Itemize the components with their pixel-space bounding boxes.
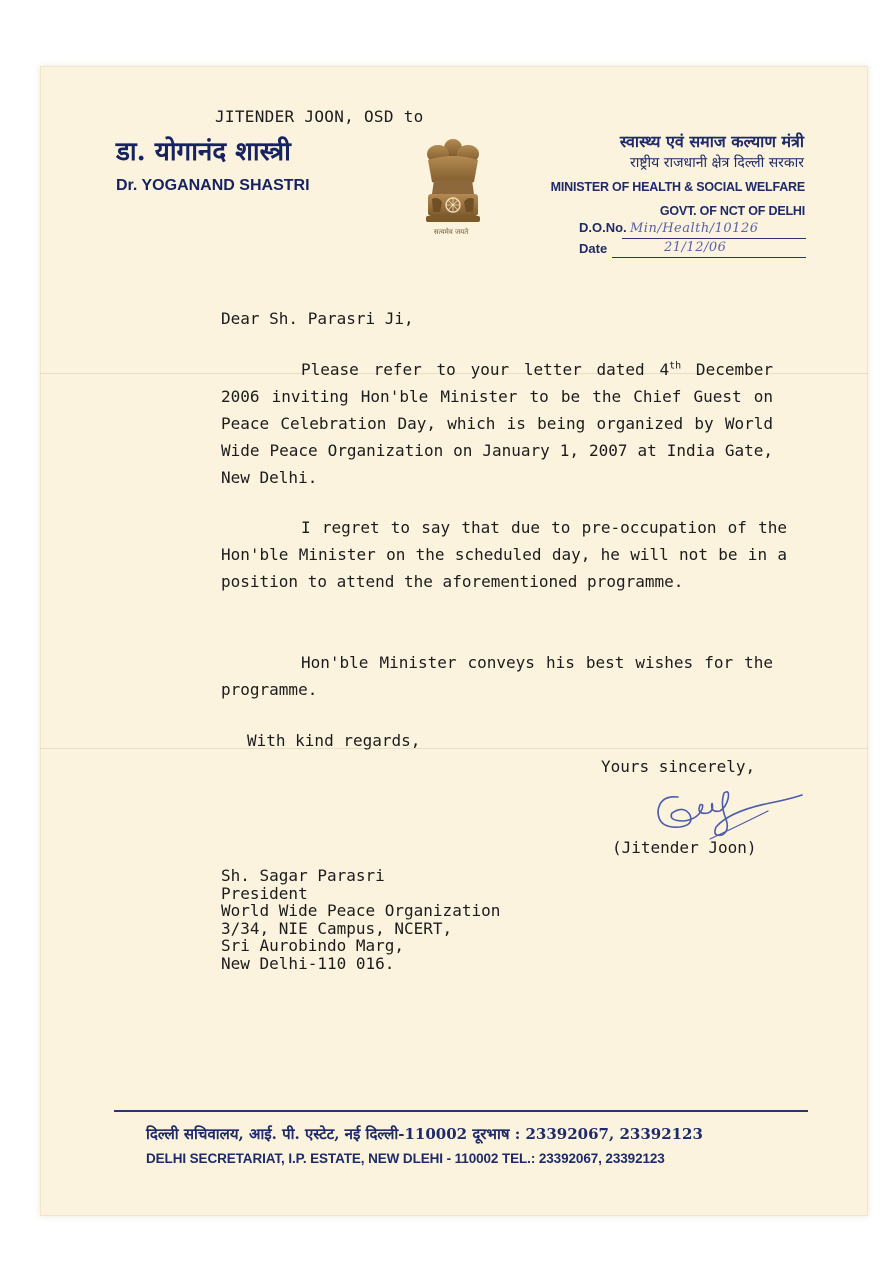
signature-icon	[650, 775, 810, 845]
recipient-address-line: 3/34, NIE Campus, NCERT,	[221, 918, 453, 938]
paragraph-3-text: Hon'ble Minister conveys his best wishes for the programme.	[221, 653, 773, 699]
name-english: Dr. YOGANAND SHASTRI	[116, 177, 310, 194]
recipient-address-line: Sri Aurobindo Marg,	[221, 936, 405, 955]
do-number-label: D.O.No.	[579, 220, 627, 235]
letter-paragraph-1	[221, 356, 773, 491]
date-label: Date	[579, 241, 608, 256]
letter-paragraph-3	[221, 649, 773, 703]
ashoka-emblem-icon	[414, 134, 492, 240]
minister-title-english: MINISTER OF HEALTH & SOCIAL WELFARE	[550, 180, 805, 194]
emblem-motto: सत्यमेव जयते	[433, 228, 469, 236]
osd-line: JITENDER JOON, OSD to	[215, 107, 424, 126]
recipient-designation: President	[221, 883, 308, 903]
sign-off: Yours sincerely,	[601, 757, 756, 776]
paragraph-2-text: I regret to say that due to pre-occupation of the Hon'ble Minister on the scheduled day, he will not be in a position to attend the aforementioned programme.	[221, 518, 787, 591]
paper-fold	[40, 748, 868, 749]
ordinal-suffix: th	[669, 360, 682, 372]
footer-address-english: DELHI SECRETARIAT, I.P. ESTATE, NEW DLEHI - 110002 TEL.: 23392067, 23392123	[146, 1151, 665, 1166]
government-title-hindi: राष्ट्रीय राजधानी क्षेत्र दिल्ली सरकार	[630, 155, 804, 171]
recipient-address	[221, 867, 500, 972]
paragraph-1-continuation: December 2006 inviting Hon'ble Minister to be the Chief Guest on Peace Celebration Day, which is being organized by World Wide Peace Organization on January 1, 2007 at India Gate, New Delhi.	[221, 360, 773, 487]
date-line	[612, 257, 806, 258]
salutation: Dear Sh. Parasri Ji,	[221, 309, 414, 328]
signer-name: (Jitender Joon)	[612, 838, 757, 857]
recipient-name: Sh. Sagar Parasri	[221, 866, 385, 885]
closing: With kind regards,	[247, 731, 421, 750]
do-number-value: Min/Health/10126	[630, 221, 759, 236]
do-number-line	[622, 238, 806, 239]
footer-address-hindi: दिल्ली सचिवालय, आई. पी. एस्टेट, नई दिल्ली-110002 दूरभाष : 23392067, 23392123	[146, 1125, 703, 1143]
recipient-organization: World Wide Peace Organization	[221, 901, 501, 920]
date-value: 21/12/06	[664, 240, 727, 255]
government-title-english: GOVT. OF NCT OF DELHI	[659, 204, 805, 218]
letter-paragraph-2	[221, 514, 787, 595]
recipient-address-line: New Delhi-110 016.	[221, 953, 395, 973]
name-hindi: डा. योगानंद शास्त्री	[116, 137, 291, 167]
minister-title-hindi: स्वास्थ्य एवं समाज कल्याण मंत्री	[619, 132, 804, 151]
footer-rule	[114, 1110, 808, 1112]
paragraph-1-text: Please refer to your letter dated 4	[301, 360, 670, 379]
